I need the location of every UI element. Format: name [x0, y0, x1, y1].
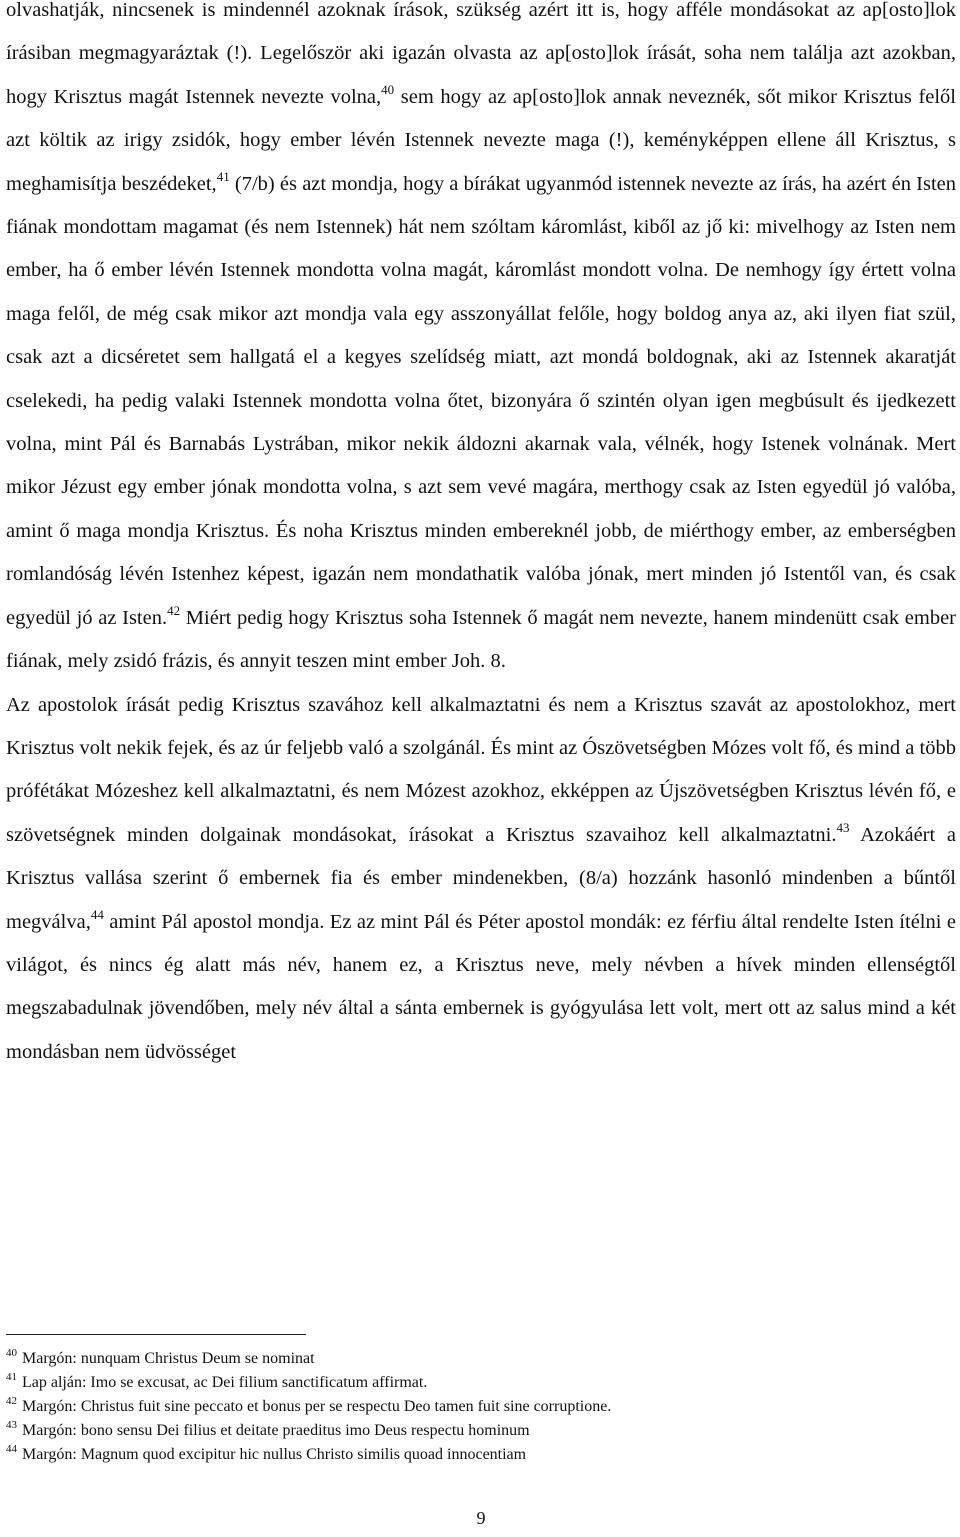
footnote-number: 44	[6, 1443, 17, 1455]
footnote-text: Lap alján: Imo se excusat, ac Dei filium sanctificatum affirmat.	[22, 1374, 428, 1391]
footnote-43	[6, 1419, 956, 1443]
page-number: 9	[476, 1508, 486, 1528]
paragraph-1-text-d: Miért pedig hogy Krisztus soha Istennek ő magát nem nevezte, hanem mindenütt csak ember fiának, mely zsidó frázis, és annyit teszen mint ember Joh. 8.	[6, 606, 956, 673]
document-page	[6, 0, 956, 1537]
footnote-ref-40[interactable]: 40	[381, 81, 395, 97]
paragraph-1-text-a: olvashatják, nincsenek is mindennél azoknak írások, szükség azért itt is, hogy afféle mondásokat az ap[osto]lok írásiban megmagyaráztak (!). Legelőször aki igazán olvasta az ap[osto]lok írását, soha nem találja azt azokban, hogy Krisztus magát Istennek nevezte volna,	[6, 0, 956, 108]
paragraph-2-text-a: Az apostolok írását pedig Krisztus szavához kell alkalmaztatni és nem a Krisztus szavát az apostolokhoz, mert Krisztus volt nekik fejek, és az úr feljebb való a szolgánál. És mint az Ószövetségben Mózes volt fő, és mind a több prófétákat Mózeshez kell alkalmaztatni, és nem Mózest azokhoz, ekképpen az Újszövetségben Krisztus lévén fő, e szövetségnek minden dolgainak mondásokat, írásokat a Krisztus szavaihoz kell alkalmaztatni.	[6, 693, 956, 846]
body-text	[6, 0, 956, 1074]
paragraph-1-text-c: (7/b) és azt mondja, hogy a bírákat ugyanmód istennek nevezte az írás, ha azért én Isten fiának mondottam magamat (és nem Istennek) hát nem szóltam káromlást, kiből az jő ki: mivelhogy az Isten nem ember, ha ő ember lévén Istennek mondotta volna magát, káromlást mondott volna. De nemhogy így értett volna maga felől, de még csak mikor azt mondja vala egy asszonyállat felőle, hogy boldog anya az, aki ilyen fiat szül, csak azt a dicséretet sem hallgatá el a kegyes szelídség miatt, azt mondá boldognak, aki az Istennek akaratját cselekedi, ha pedig valaki Istennek mondotta volna őtet, bizonyára ő szintén olyan igen megbúsult és ijedkezett volna, mint Pál és Barnabás Lystrában, mikor nekik áldozni akarnak vala, vélnék, hogy Istenek volnának. Mert mikor Jézust egy ember jónak mondotta volna, s azt sem vevé magára, merthogy csak az Isten egyedül jó valóba, amint ő maga mondja Krisztus. És noha Krisztus minden embereknél jobb, de miérthogy ember, az emberségben romlandóság lévén Istenhez képest, igazán nem mondathatik valóba jónak, mert minden jó Istentől van, és csak egyedül jó az Isten.	[6, 172, 956, 629]
footnotes	[6, 1347, 956, 1467]
footnote-40	[6, 1347, 956, 1371]
paragraph-2-text-b: Azokáért a Krisztus vallása szerint ő embernek fia és ember mindenekben, (8/a) hozzánk hasonló mindenben a bűntől megválva,	[6, 823, 956, 933]
footnote-number: 40	[6, 1347, 17, 1359]
footnote-ref-44[interactable]: 44	[90, 906, 104, 922]
paragraph-2	[6, 684, 956, 1075]
paragraph-2-text-c: amint Pál apostol mondja. Ez az mint Pál és Péter apostol mondák: ez férfiu által rendelte Isten ítélni e világot, és nincs ég alatt más név, hanem ez, a Krisztus neve, mely névben a hívek minden ellenségtől megszabadulnak jövendőben, mely név által a sánta embernek is gyógyulása lett volt, mert ott az salus mind a két mondásban nem üdvösséget	[6, 910, 956, 1063]
footnote-number: 43	[6, 1419, 17, 1431]
footnote-number: 41	[6, 1371, 17, 1383]
footnote-ref-41[interactable]: 41	[216, 168, 230, 184]
footnote-separator	[6, 1334, 306, 1335]
footnote-text: Margón: Christus fuit sine peccato et bonus per se respectu Deo tamen fuit sine corruptione.	[22, 1398, 612, 1415]
footnote-ref-43[interactable]: 43	[836, 819, 850, 835]
footnote-text: Margón: bono sensu Dei filius et deitate praeditus imo Deus respectu hominum	[22, 1422, 530, 1439]
footnote-ref-42[interactable]: 42	[167, 602, 181, 618]
footnote-41	[6, 1371, 956, 1395]
footnote-number: 42	[6, 1395, 17, 1407]
paragraph-1	[6, 0, 956, 684]
footnote-text: Margón: Magnum quod excipitur hic nullus Christo similis quoad innocentiam	[22, 1446, 527, 1463]
footnote-44	[6, 1443, 956, 1467]
footnote-42	[6, 1395, 956, 1419]
footnote-text: Margón: nunquam Christus Deum se nominat	[22, 1350, 315, 1367]
paragraph-1-text-b: sem hogy az ap[osto]lok annak neveznék, sőt mikor Krisztus felől azt költik az irigy zsidók, hogy ember lévén Istennek nevezte maga (!), keményképpen ellene áll Krisztus, s meghamisítja beszédeket,	[6, 85, 957, 195]
